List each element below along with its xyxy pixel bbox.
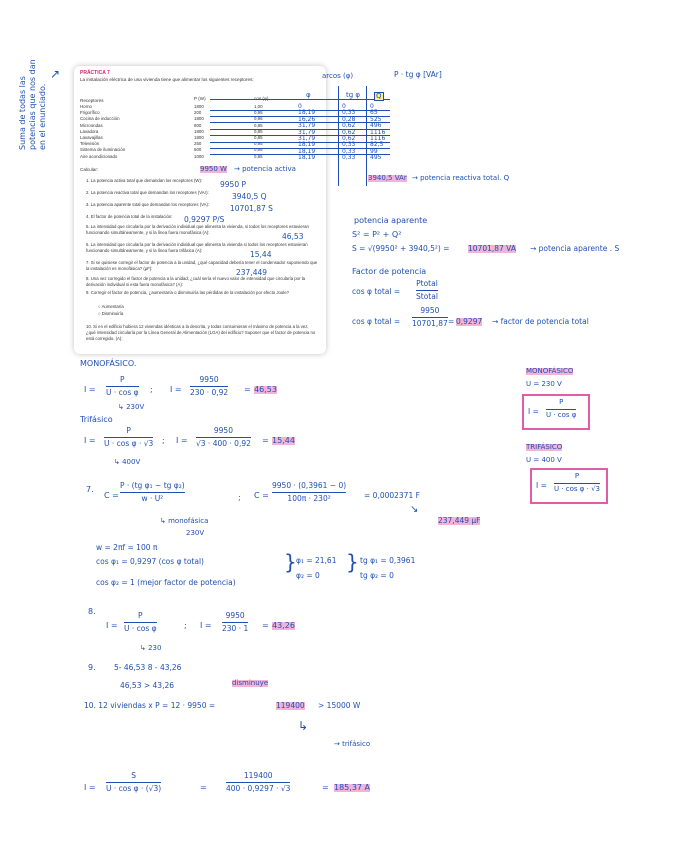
- denominator: 10701,87: [412, 319, 448, 329]
- answer-1: 9950 P: [220, 180, 246, 189]
- receptor-name: Horno: [80, 104, 92, 109]
- equals-sign: =: [262, 436, 269, 445]
- sum-q-label: → potencia reactiva total. Q: [412, 174, 510, 182]
- option-label: Aumentaría: [101, 304, 124, 309]
- receptor-cos: 0,95: [254, 147, 263, 153]
- trifasico-heading: Trifásico: [80, 415, 113, 424]
- i-eq: I =: [536, 481, 547, 490]
- side-note: [18, 59, 48, 150]
- omega-line: w = 2πf = 100 π: [96, 543, 158, 552]
- annot-q-value: 99: [370, 147, 378, 155]
- col-tg: tg φ: [346, 91, 361, 99]
- tri-formula-box: [530, 468, 608, 504]
- col-header-p: P (W): [194, 96, 206, 101]
- receptor-power: 800: [194, 122, 202, 128]
- s-formula: S² = P² + Q²: [352, 230, 402, 239]
- annot-phi-value: 31,79: [298, 128, 316, 136]
- i-eq: I =: [176, 436, 188, 445]
- capacitor-result: 237,449 µF: [438, 516, 481, 525]
- question-item: 3. La potencia aparente total que demandan los receptores (VA):: [86, 202, 210, 207]
- annot-q-value: 495: [370, 154, 382, 162]
- question-item: 4. El factor de potencia total de la instalación:: [86, 214, 173, 219]
- denominator: U · cos φ · √3: [104, 439, 154, 449]
- arccos-label: arcos (φ): [322, 72, 354, 80]
- voltage-230: ↳ 230V: [118, 403, 145, 411]
- i8-result: 43,26: [272, 621, 295, 630]
- c1-fraction: [120, 482, 185, 504]
- table-rule: [210, 135, 390, 136]
- i-eq: I =: [170, 385, 182, 394]
- receptor-cos: 0,85: [254, 122, 263, 128]
- q9-number: 9.: [88, 663, 96, 672]
- mono-note-voltage: 230V: [186, 529, 205, 537]
- question-item: 6. La intensidad que circularía por la derivación individual que alimenta la vivienda si todos los receptores estuvieran funcionando simultáneamente, y si la línea fuera trifásica (A):: [86, 242, 308, 253]
- mono-note: ↳ monofásica: [160, 517, 209, 525]
- numerator: P: [138, 611, 143, 620]
- equals-sign: =: [200, 783, 207, 792]
- cos-label: cos φ total =: [352, 287, 401, 296]
- separator: ;: [238, 493, 241, 502]
- numerator: P: [120, 375, 125, 384]
- receptor-name: Televisión: [80, 141, 100, 147]
- question-item: 8. Una vez corregido el factor de potencia a la unidad, ¿cuál sería el nuevo valor de intensidad que circularía por la derivación individual si esta fuera monofásica? (A):: [86, 276, 306, 287]
- q7-number: 7.: [86, 485, 94, 494]
- cos2-label: cos φ total =: [352, 317, 401, 326]
- numerator: P: [126, 426, 131, 435]
- receptor-name: Sistema de iluminación: [80, 147, 126, 153]
- numerator: 119400: [243, 771, 273, 780]
- table-rule: [210, 148, 390, 149]
- numerator: P: [559, 398, 564, 406]
- table-rule: [210, 129, 390, 130]
- practice-intro: La instalación eléctrica de una vivienda tiene que alimentar los siguientes receptores:: [80, 77, 254, 82]
- col-header-receptores: Receptores: [80, 98, 104, 103]
- receptor-power: 1000: [194, 153, 204, 159]
- receptor-power: 250: [194, 141, 202, 147]
- receptor-power: 1800: [194, 104, 204, 109]
- q10-line: 10. 12 viviendas x P = 12 · 9950 =: [84, 701, 216, 710]
- voltage-400: ↳ 400V: [114, 458, 141, 466]
- separator: ;: [150, 385, 153, 394]
- table-rule: [210, 116, 390, 117]
- denominator: U · cos φ: [546, 410, 577, 419]
- tg2: tg φ₂ = 0: [360, 571, 394, 580]
- t1-fraction: [104, 427, 153, 449]
- col-phi: φ: [306, 91, 311, 99]
- c-eq: C =: [104, 491, 119, 500]
- annot-tg-value: 0,62: [342, 122, 356, 130]
- numerator: P · (tg φ₁ − tg φ₂): [120, 481, 185, 490]
- option-aumentaria[interactable]: ○ Aumentaría: [98, 304, 124, 309]
- i-eq: I =: [200, 621, 212, 630]
- denominator: U · cos φ: [106, 388, 139, 398]
- phi1: φ₁ = 21,61: [296, 556, 337, 565]
- table-rule: [210, 142, 390, 143]
- col-q: Q: [376, 92, 382, 100]
- question-item: 7. Si se quisiese corregir el factor de potencia a la unidad, ¿qué capacidad debería tener el condensador suponiendo que la instalación es monofásica? (µF):: [86, 260, 318, 271]
- answer-6: 15,44: [250, 250, 272, 259]
- numerator: 9950 · (0,3961 − 0): [272, 481, 347, 490]
- annot-tg-value: 0,33: [342, 147, 356, 155]
- answer-4: 0,9297 P/S: [184, 215, 225, 224]
- annot-tg-value: 0,28: [342, 115, 356, 123]
- numerator: P: [574, 472, 580, 480]
- answer-2: 3940,5 Q: [232, 192, 267, 201]
- denominator: 230 · 1: [222, 624, 249, 634]
- i2-result: 46,53: [254, 385, 277, 394]
- practice-title: PRÁCTICA 7: [80, 70, 110, 76]
- phi2: φ₂ = 0: [296, 571, 320, 580]
- numerator: 9950: [213, 426, 233, 435]
- cos2-result: 0,9297: [456, 317, 483, 326]
- numerator: 9950: [420, 306, 440, 315]
- question-item: 1. La potencia activa total que demandan los receptores (W):: [86, 178, 203, 183]
- mono-box-title: MONOFÁSICO: [526, 367, 574, 375]
- cos2-fraction: [412, 307, 448, 329]
- receptor-name: Microondas: [80, 122, 103, 128]
- numerator: Ptotal: [416, 279, 438, 288]
- q9-line2: 46,53 > 43,26: [120, 681, 174, 690]
- receptor-cos: 0,95: [254, 141, 263, 147]
- equals-sign: =: [244, 385, 251, 394]
- annot-q-value: 0: [370, 103, 374, 110]
- brace: }: [346, 550, 359, 574]
- i8b-fraction: [222, 612, 248, 634]
- question-item: 2. La potencia reactiva total que demandan los receptores (VAr):: [86, 190, 209, 195]
- question-item: 10. Si en el edificio hubiera 12 viviendas idénticas a la descrita, y todas consumieran el máximo de potencia a la vez, ¿qué intensidad circularía por la Línea General de Alimentación (LGA) del edificio? Suponer que el factor de potencia no está corregido. (A):: [86, 324, 316, 341]
- q9-line1: 5- 46,53 8 - 43,26: [114, 663, 182, 672]
- annot-phi-value: 31,79: [298, 135, 316, 142]
- table-rule: [338, 86, 339, 186]
- cos2-line: cos φ₂ = 1 (mejor factor de potencia): [96, 578, 236, 587]
- i10-fraction: [106, 772, 161, 794]
- annot-q-value: 496: [370, 122, 382, 130]
- denominator: U · cos φ · (√3): [106, 784, 162, 794]
- receptor-power: 1800: [194, 135, 204, 140]
- answer-3: 10701,87 S: [230, 204, 273, 213]
- sum-p-label: → potencia activa: [234, 165, 296, 173]
- annot-tg-value: 0,62: [342, 135, 356, 142]
- receptor-cos: 0,95: [254, 110, 263, 116]
- s-note: → potencia aparente . S: [530, 244, 620, 253]
- denominator: U · cos φ: [124, 624, 157, 634]
- receptor-power: 1800: [194, 128, 204, 134]
- denominator: U · cos φ · √3: [554, 484, 601, 493]
- numerator: 9950: [199, 375, 219, 384]
- equals-sign: =: [322, 783, 329, 792]
- i1-fraction: [106, 376, 139, 398]
- equals-sign: =: [448, 317, 455, 326]
- side-arrow-icon: ↗: [50, 67, 61, 81]
- annot-q-value: 82,5: [370, 141, 384, 149]
- power-factor-heading: Factor de potencia: [352, 267, 427, 276]
- i-eq: I =: [528, 407, 539, 416]
- voltage-230b: ↳ 230: [140, 644, 162, 652]
- annot-tg-value: 0: [342, 103, 346, 110]
- s-calc: S = √(9950² + 3940,5²) =: [352, 244, 450, 253]
- i10b-fraction: [226, 772, 290, 794]
- annot-phi-value: 18,19: [298, 141, 316, 149]
- c-eq: C =: [254, 491, 269, 500]
- annot-q-value: 1116: [370, 135, 386, 142]
- mono-formula-box: [522, 394, 590, 430]
- q10-result: 119400: [276, 701, 305, 710]
- brace: }: [284, 550, 297, 574]
- i-eq: I =: [84, 385, 96, 394]
- cos2-note: → factor de potencia total: [492, 317, 589, 326]
- side-note-line: potencias que nos dan: [28, 59, 37, 150]
- answer-7: 237,449: [236, 268, 268, 277]
- q8-number: 8.: [88, 607, 96, 616]
- annot-tg-value: 0,62: [342, 128, 356, 136]
- denominator: 100π · 230²: [287, 494, 331, 504]
- q9-result: disminuye: [232, 679, 269, 687]
- annot-phi-value: 18,19: [298, 109, 316, 117]
- numerator: 9950: [225, 611, 245, 620]
- tri-box-title: TRIFÁSICO: [526, 443, 563, 451]
- receptor-row: [80, 122, 263, 129]
- receptor-power: 500: [194, 147, 202, 153]
- tg1: tg φ₁ = 0,3961: [360, 556, 416, 565]
- receptor-row: [80, 128, 263, 135]
- receptor-name: Lavavajillas: [80, 135, 103, 140]
- table-rule: [210, 99, 390, 100]
- tri-box-voltage: U = 400 V: [526, 456, 562, 464]
- option-label: Disminuiría: [101, 311, 124, 316]
- annot-q-value: 65: [370, 109, 378, 117]
- receptor-cos: 0,85: [254, 135, 263, 140]
- answer-5: 46,53: [282, 232, 304, 241]
- s-result: 10701,87 VA: [468, 244, 516, 253]
- annot-q-value: 1116: [370, 128, 386, 136]
- cos-fraction: [416, 280, 438, 302]
- tri-box-fraction: [554, 473, 600, 493]
- t2-fraction: [196, 427, 251, 449]
- q10-tail: > 15000 W: [318, 701, 361, 710]
- receptor-cos: 0,95: [254, 153, 263, 159]
- annot-q-value: 525: [370, 115, 382, 123]
- annot-phi-value: 18,19: [298, 154, 316, 162]
- mono-box-voltage: U = 230 V: [526, 380, 562, 388]
- receptor-power: 1800: [194, 116, 204, 122]
- receptor-cos: 0,85: [254, 128, 263, 134]
- separator: ;: [162, 436, 165, 445]
- denominator: √3 · 400 · 0,92: [196, 439, 251, 449]
- q10-arrow-note: → trifásico: [334, 740, 371, 748]
- table-rule: [366, 86, 367, 186]
- table-rule: [210, 122, 390, 123]
- side-note-line: Suma de todas las: [18, 76, 27, 150]
- annot-phi-value: 31,79: [298, 122, 316, 130]
- annot-phi-value: 16,26: [298, 115, 316, 123]
- receptor-name: Frigorífico: [80, 110, 100, 116]
- receptor-cos: 0,96: [254, 116, 263, 122]
- table-rule: [210, 154, 390, 155]
- denominator: Stotal: [416, 292, 438, 302]
- annot-tg-value: 0,33: [342, 154, 356, 162]
- i10-result: 185,37 A: [334, 783, 371, 792]
- i8-fraction: [124, 612, 157, 634]
- receptor-name: Aire acondicionado: [80, 153, 118, 159]
- table-rule: [210, 110, 390, 111]
- annot-phi-value: 18,19: [298, 147, 316, 155]
- c2-fraction: [272, 482, 346, 504]
- i-eq: I =: [84, 783, 96, 792]
- apparent-power-heading: potencia aparente: [354, 216, 428, 225]
- mono-box-fraction: [546, 399, 576, 419]
- c2-result: = 0,0002371 F: [364, 491, 420, 500]
- option-disminuiria[interactable]: ○ Disminuiría: [98, 311, 124, 316]
- t2-result: 15,44: [272, 436, 295, 445]
- side-note-line: en el enunciado.: [38, 83, 47, 150]
- separator: ;: [184, 621, 187, 630]
- sum-p: 9950 W: [200, 165, 227, 173]
- monofasico-heading: MONOFÁSICO.: [80, 359, 137, 368]
- question-item: 9. Corregir el factor de potencia, ¿aumentaría o disminuiría las pérdidas de la instalación por efecto Joule?: [86, 290, 290, 295]
- cos1-line: cos φ₁ = 0,9297 (cos φ total): [96, 557, 204, 566]
- equals-sign: =: [262, 621, 269, 630]
- receptor-name: Cocina de inducción: [80, 116, 120, 122]
- annot-tg-value: 0,33: [342, 109, 356, 117]
- receptor-power: 200: [194, 110, 202, 116]
- sum-q: 3940,5 VAr: [368, 174, 407, 182]
- i-eq: I =: [84, 436, 96, 445]
- annot-tg-value: 0,33: [342, 141, 356, 149]
- annot-phi-value: 0: [298, 103, 302, 110]
- arrow-icon: ↘: [410, 504, 419, 515]
- denominator: w · U²: [141, 494, 164, 504]
- q-formula-label: P · tg φ [VAr]: [394, 70, 442, 79]
- question-item: 5. La intensidad que circularía por la derivación individual que alimenta la vivienda, si todos los receptores estuvieran funcionando simultáneamente, y si la línea fuera monofásica (A):: [86, 224, 309, 235]
- i-eq: I =: [106, 621, 118, 630]
- receptor-name: Lavadora: [80, 128, 99, 134]
- numerator: S: [131, 771, 136, 780]
- denominator: 230 · 0,92: [190, 388, 229, 398]
- calcular-label: Calcular:: [80, 167, 99, 172]
- i2-fraction: [190, 376, 228, 398]
- receptor-cos: 1,00: [254, 104, 263, 109]
- curve-arrow-icon: ↳: [298, 719, 309, 733]
- denominator: 400 · 0,9297 · √3: [226, 784, 291, 794]
